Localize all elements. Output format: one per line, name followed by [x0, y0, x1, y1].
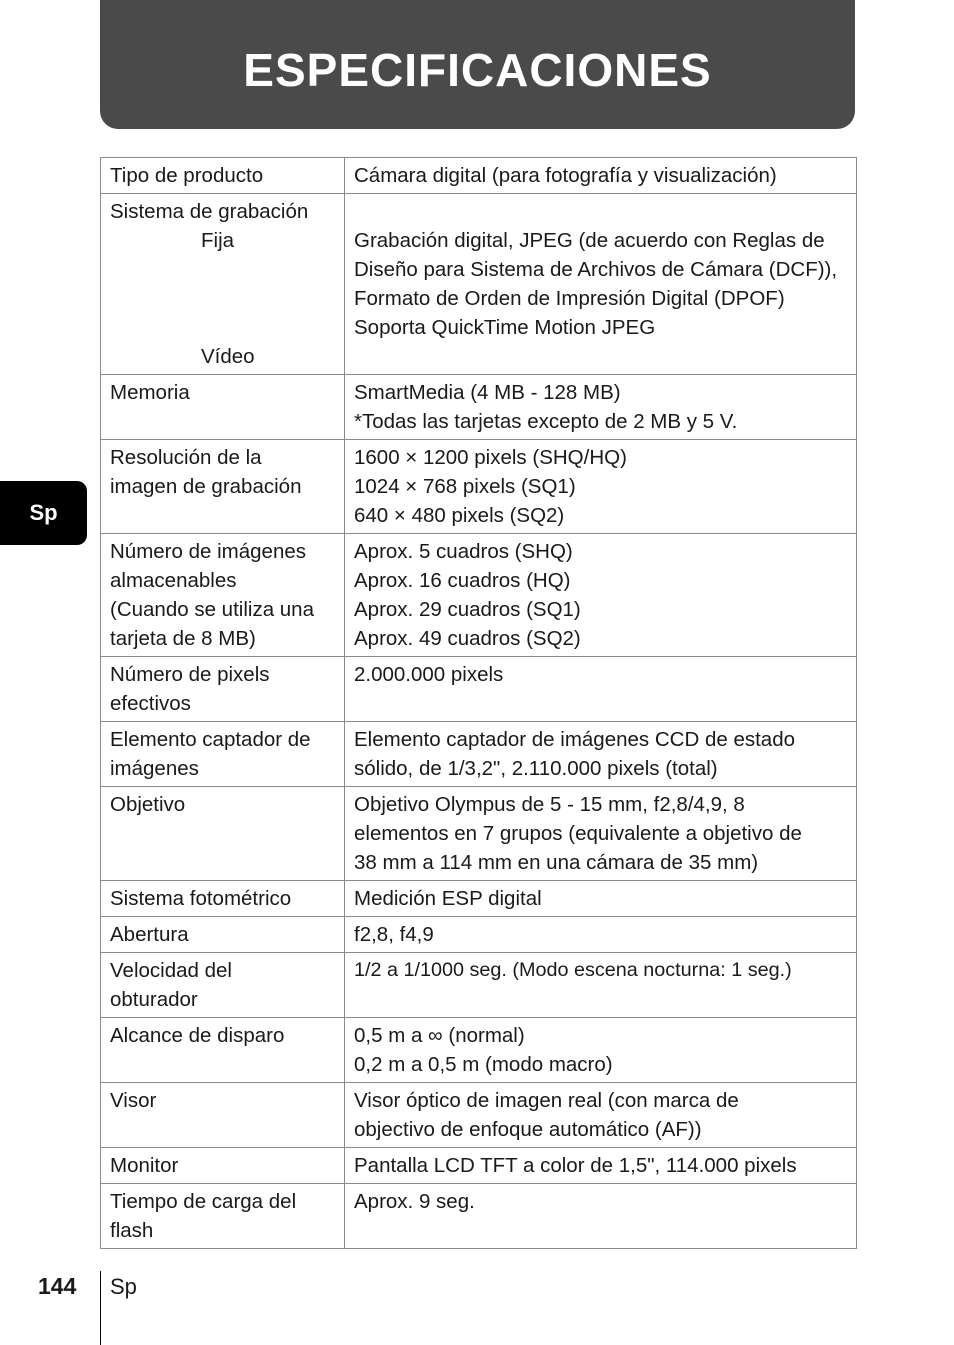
table-row [101, 1083, 857, 1148]
table-row [101, 1184, 857, 1249]
spec-value-line: Medición ESP digital [354, 887, 542, 910]
spec-label-line: imagen de grabación [110, 475, 302, 498]
spec-value-line: Aprox. 16 cuadros (HQ) [354, 569, 571, 592]
spec-label-line: Elemento captador de [110, 728, 311, 751]
spec-value [345, 1083, 857, 1148]
spec-label [101, 787, 345, 881]
spec-value-line: Elemento captador de imágenes CCD de estado [354, 728, 796, 751]
spec-sublabel-video: Vídeo [201, 345, 255, 368]
table-row [101, 440, 857, 534]
spec-label-line: Memoria [110, 381, 190, 404]
spec-label [101, 657, 345, 722]
spec-value-line: 38 mm a 114 mm en una cámara de 35 mm) [354, 851, 759, 874]
spec-value-line: elementos en 7 grupos (equivalente a objetivo de [354, 822, 802, 845]
spec-value-line: 640 × 480 pixels (SQ2) [354, 504, 565, 527]
spec-value-line: 1/2 a 1/1000 seg. (Modo escena nocturna: 1 seg.) [354, 959, 792, 981]
spec-label-line: Monitor [110, 1154, 179, 1177]
spec-value-line: *Todas las tarjetas excepto de 2 MB y 5 V. [354, 410, 738, 433]
spec-label [101, 953, 345, 1018]
spec-value-line: f2,8, f4,9 [354, 923, 434, 946]
spec-table [100, 157, 857, 1249]
language-tab: Sp [0, 481, 87, 545]
spec-label-line: tarjeta de 8 MB) [110, 627, 256, 650]
spec-value-line: SmartMedia (4 MB - 128 MB) [354, 381, 621, 404]
page-number: 144 [38, 1273, 77, 1299]
page-title: ESPECIFICACIONES [243, 43, 712, 96]
table-row [101, 1148, 857, 1184]
spec-label-line: Tiempo de carga del [110, 1190, 297, 1213]
spec-label-line: Visor [110, 1089, 157, 1112]
spec-label-line: Número de pixels [110, 663, 270, 686]
spec-value [345, 440, 857, 534]
spec-label-line: Alcance de disparo [110, 1024, 285, 1047]
table-row [101, 722, 857, 787]
spec-label [101, 1184, 345, 1249]
spec-label [101, 534, 345, 657]
spec-value-line: Aprox. 49 cuadros (SQ2) [354, 627, 581, 650]
spec-value [345, 1148, 857, 1184]
spec-value-line: Cámara digital (para fotografía y visualización) [354, 164, 777, 187]
spec-value [345, 1018, 857, 1083]
table-row [101, 917, 857, 953]
table-row [101, 787, 857, 881]
table-row [101, 194, 857, 375]
spec-label-line: flash [110, 1219, 154, 1242]
spec-value-line: 1024 × 768 pixels (SQ1) [354, 475, 576, 498]
spec-label-line: Tipo de producto [110, 164, 264, 187]
spec-value [345, 534, 857, 657]
spec-value [345, 917, 857, 953]
spec-value [345, 1184, 857, 1249]
spec-value-line: Visor óptico de imagen real (con marca de [354, 1089, 739, 1112]
spec-value-line: Aprox. 5 cuadros (SHQ) [354, 540, 573, 563]
footer-divider [100, 1271, 101, 1345]
spec-value [345, 787, 857, 881]
spec-label [101, 1148, 345, 1184]
spec-label-line: Abertura [110, 923, 189, 946]
table-row [101, 534, 857, 657]
spec-sublabel-still: Fija [201, 229, 235, 252]
spec-value-line: 0,5 m a ∞ (normal) [354, 1024, 525, 1047]
spec-value [345, 375, 857, 440]
spec-value-line: 0,2 m a 0,5 m (modo macro) [354, 1053, 613, 1076]
spec-value-still: Grabación digital, JPEG (de acuerdo con Reglas de Diseño para Sistema de Archivos de Cámara (DCF)), Formato de Orden de Impresión Digital (DPOF) [354, 229, 838, 310]
spec-label-line: Objetivo [110, 793, 186, 816]
spec-value [345, 881, 857, 917]
spec-value-line: 1600 × 1200 pixels (SHQ/HQ) [354, 446, 627, 469]
table-row [101, 657, 857, 722]
spec-value [345, 194, 857, 375]
spec-label [101, 375, 345, 440]
spec-label-line: almacenables [110, 569, 237, 592]
spec-label-line: Sistema de grabación [110, 200, 309, 223]
spec-label [101, 722, 345, 787]
spec-label [101, 917, 345, 953]
spec-value [345, 722, 857, 787]
table-row [101, 1018, 857, 1083]
table-row [101, 953, 857, 1018]
spec-label [101, 158, 345, 194]
spec-label-line: (Cuando se utiliza una [110, 598, 314, 621]
spec-label-line: imágenes [110, 757, 199, 780]
spec-value [345, 953, 857, 1018]
spec-label [101, 881, 345, 917]
spec-label-line: obturador [110, 988, 198, 1011]
table-row [101, 158, 857, 194]
spec-label-line: Número de imágenes [110, 540, 306, 563]
spec-value-line: objectivo de enfoque automático (AF)) [354, 1118, 702, 1141]
spec-label [101, 1083, 345, 1148]
spec-label-line: Sistema fotométrico [110, 887, 292, 910]
spec-value-line: Objetivo Olympus de 5 - 15 mm, f2,8/4,9, 8 [354, 793, 745, 816]
spec-value-line: 2.000.000 pixels [354, 663, 504, 686]
spec-label [101, 1018, 345, 1083]
spec-label-line: Velocidad del [110, 959, 232, 982]
table-row [101, 375, 857, 440]
spec-value-video: Soporta QuickTime Motion JPEG [354, 316, 656, 339]
title-banner [100, 0, 855, 129]
table-row [101, 881, 857, 917]
spec-value-line: Aprox. 29 cuadros (SQ1) [354, 598, 581, 621]
spec-label [101, 194, 345, 375]
footer-language: Sp [110, 1274, 137, 1299]
spec-value-line: sólido, de 1/3,2", 2.110.000 pixels (total) [354, 757, 718, 780]
spec-label-line: efectivos [110, 692, 191, 715]
spec-label-line: Resolución de la [110, 446, 262, 469]
spec-value-line: Pantalla LCD TFT a color de 1,5", 114.000 pixels [354, 1154, 797, 1177]
spec-value [345, 158, 857, 194]
spec-value-line: Aprox. 9 seg. [354, 1190, 475, 1213]
spec-label [101, 440, 345, 534]
spec-value [345, 657, 857, 722]
